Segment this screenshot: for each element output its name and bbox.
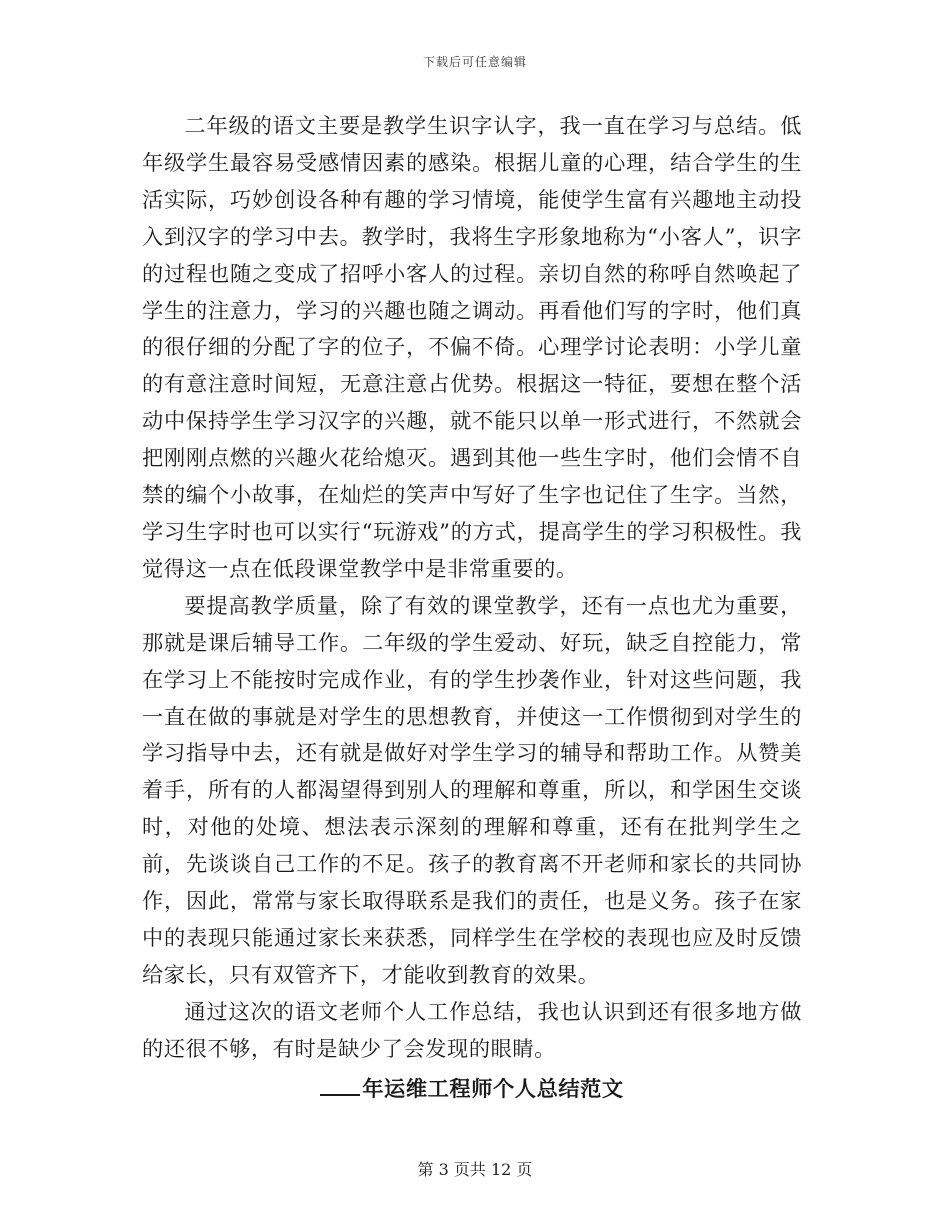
section-title <box>142 1071 802 1108</box>
paragraph: 要提高教学质量，除了有效的课堂教学，还有一点也尤为重要，那就是课后辅导工作。二年级的学生爱动、好玩，缺乏自控能力，常在学习上不能按时完成作业，有的学生抄袭作业，针对这些问题，我一直在做的事就是对学生的思想教育，并使这一工作惯彻到对学生的学习指导中去，还有就是做好对学生学习的辅导和帮助工作。从赞美着手，所有的人都渴望得到别人的理解和尊重，所以，和学困生交谈时，对他的处境、想法表示深刻的理解和尊重，还有在批判学生之前，先谈谈自己工作的不足。孩子的教育离不开老师和家长的共同协作，因此，常常与家长取得联系是我们的责任，也是义务。孩子在家中的表现只能通过家长来获悉，同样学生在学校的表现也应及时反馈给家长，只有双管齐下，才能收到教育的效果。 <box>142 592 802 987</box>
year-blank-line <box>320 1074 360 1096</box>
paragraph: 通过这次的语文老师个人工作总结，我也认识到还有很多地方做的还很不够，有时是缺少了会发现的眼睛。 <box>142 998 802 1061</box>
section-title-text: 年运维工程师个人总结范文 <box>362 1075 624 1101</box>
paragraph: 二年级的语文主要是教学生识字认字，我一直在学习与总结。低年级学生最容易受感情因素的感染。根据儿童的心理，结合学生的生活实际，巧妙创设各种有趣的学习情境，能使学生富有兴趣地主动投入到汉字的学习中去。教学时，我将生字形象地称为“小客人”，识字的过程也随之变成了招呼小客人的过程。亲切自然的称呼自然唤起了学生的注意力，学习的兴趣也随之调动。再看他们写的字时，他们真的很仔细的分配了字的位子，不偏不倚。心理学讨论表明：小学儿童的有意注意时间短，无意注意占优势。根据这一特征，要想在整个活动中保持学生学习汉字的兴趣，就不能只以单一形式进行，不然就会把刚刚点燃的兴趣火花给熄灭。遇到其他一些生字时，他们会情不自禁的编个小故事，在灿烂的笑声中写好了生字也记住了生字。当然，学习生字时也可以实行“玩游戏”的方式，提高学生的学习积极性。我觉得这一点在低段课堂教学中是非常重要的。 <box>142 113 802 581</box>
page-header-note: 下载后可任意编辑 <box>422 55 527 69</box>
document-body <box>142 108 802 1107</box>
page-number: 第 3 页共 12 页 <box>417 1160 533 1179</box>
